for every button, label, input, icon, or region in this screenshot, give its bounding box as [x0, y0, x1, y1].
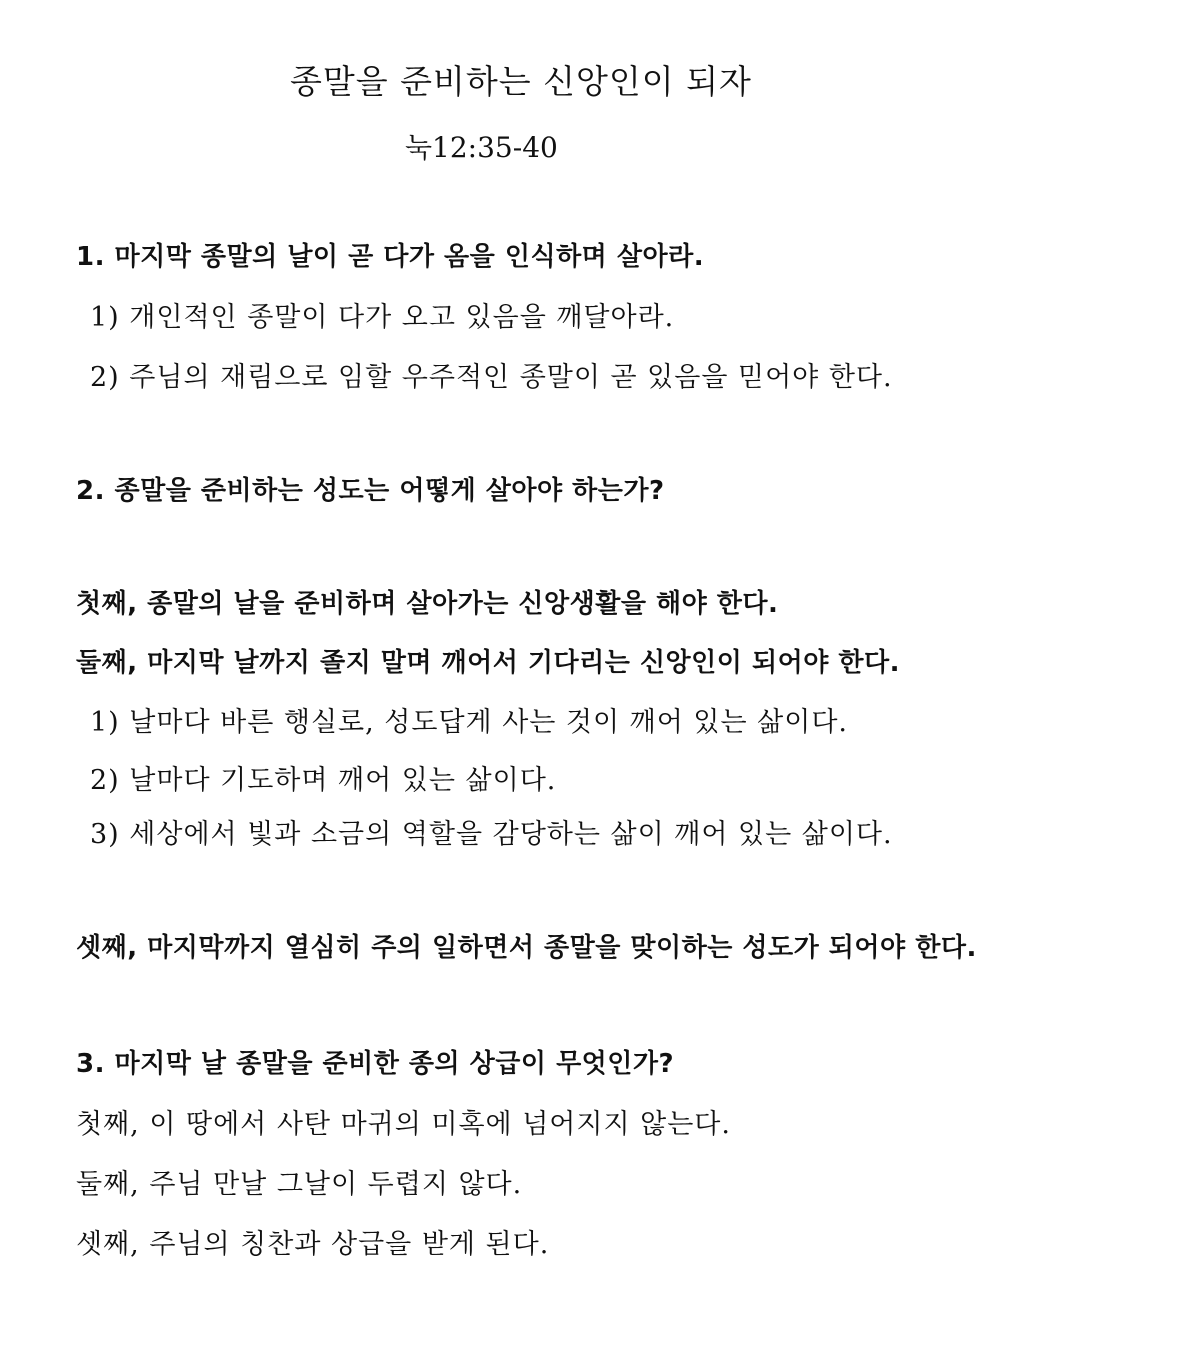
scripture-reference: 눅12:35-40 — [405, 131, 558, 164]
section-2-second-item-3: 3) 세상에서 빛과 소금의 역할을 감당하는 삶이 깨어 있는 삶이다. — [90, 819, 893, 850]
section-1-item-1: 1) 개인적인 종말이 다가 오고 있음을 깨달아라. — [90, 302, 675, 333]
section-2-heading: 2. 종말을 준비하는 성도는 어떻게 살아야 하는가? — [76, 476, 665, 506]
section-1-heading: 1. 마지막 종말의 날이 곧 다가 옴을 인식하며 살아라. — [76, 242, 705, 272]
section-2-second-item-2: 2) 날마다 기도하며 깨어 있는 삶이다. — [90, 765, 557, 796]
section-3-item-1: 첫째, 이 땅에서 사탄 마귀의 미혹에 넘어지지 않는다. — [76, 1109, 731, 1140]
section-2-second-item-1: 1) 날마다 바른 행실로, 성도답게 사는 것이 깨어 있는 삶이다. — [90, 707, 849, 738]
section-3-item-2: 둘째, 주님 만날 그날이 두렵지 않다. — [76, 1169, 523, 1200]
section-2-first: 첫째, 종말의 날을 준비하며 살아가는 신앙생활을 해야 한다. — [76, 589, 779, 619]
section-3-item-3: 셋째, 주님의 칭찬과 상급을 받게 된다. — [76, 1229, 550, 1260]
section-2-second: 둘째, 마지막 날까지 졸지 말며 깨어서 기다리는 신앙인이 되어야 한다. — [76, 648, 900, 678]
document-title: 종말을 준비하는 신앙인이 되자 — [290, 62, 752, 101]
section-1-item-2: 2) 주님의 재림으로 임할 우주적인 종말이 곧 있음을 믿어야 한다. — [90, 362, 893, 393]
section-2-third: 셋째, 마지막까지 열심히 주의 일하면서 종말을 맞이하는 성도가 되어야 한다. — [76, 933, 977, 963]
section-3-heading: 3. 마지막 날 종말을 준비한 종의 상급이 무엇인가? — [76, 1049, 675, 1079]
